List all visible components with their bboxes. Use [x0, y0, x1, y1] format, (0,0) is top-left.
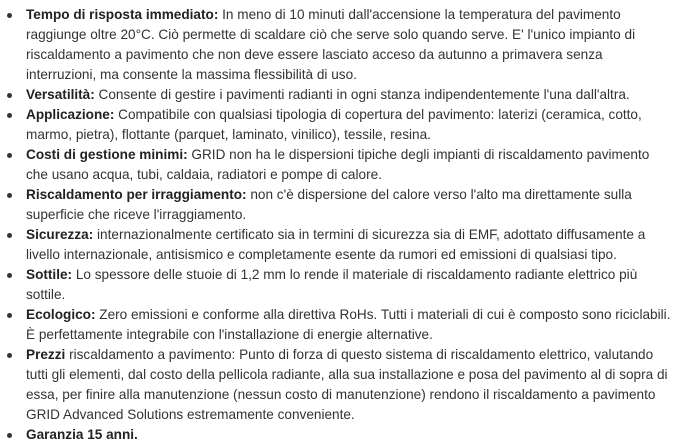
list-item-prezzi: [26, 345, 672, 425]
item-term: Ecologico:: [26, 307, 96, 322]
item-term: Prezzi: [26, 347, 66, 362]
item-text: riscaldamento a pavimento: Punto di forza di questo sistema di riscaldamento elettrico, valutando tutti gli elementi, dal costo della pellicola radiante, alla sua installazione e posa del pavimento al di sopra di essa, per finire alla manutenzione (nessun costo di manutenzione) rendono il riscaldamento a pavimento GRID Advanced Solutions estremamente conveniente.: [26, 347, 668, 422]
item-term: Costi di gestione minimi:: [26, 147, 188, 162]
list-item-tempo-risposta: [26, 5, 672, 85]
item-text: Lo spessore delle stuoie di 1,2 mm lo rende il materiale di riscaldamento radiante elettrico più sottile.: [26, 267, 638, 302]
item-term: Versatilità:: [26, 87, 95, 102]
item-term: Sicurezza:: [26, 227, 94, 242]
list-item-garanzia: [26, 425, 672, 445]
item-text: GRID non ha le dispersioni tipiche degli impianti di riscaldamento pavimento che usano acqua, tubi, caldaia, radiatori e pompe di calore.: [26, 147, 650, 182]
list-item-versatilita: [26, 85, 672, 105]
list-item-sicurezza: [26, 225, 672, 265]
item-term: Garanzia 15 anni.: [26, 427, 138, 442]
item-text: Zero emissioni e conforme alla direttiva RoHs. Tutti i materiali di cui è composto sono riciclabili. È perfettamente integrabile con l'installazione di energie alternative.: [26, 307, 671, 342]
item-text: internazionalmente certificato sia in termini di sicurezza sia di EMF, adottato diffusamente a livello internazionale, antisismico e completamente esente da rumori ed emissioni di qualsiasi tipo.: [26, 227, 646, 262]
list-item-ecologico: [26, 305, 672, 345]
item-term: Applicazione:: [26, 107, 115, 122]
item-term: Sottile:: [26, 267, 73, 282]
list-item-costi-gestione: [26, 145, 672, 185]
item-text: Compatibile con qualsiasi tipologia di copertura del pavimento: laterizi (ceramica, cotto, marmo, pietra), flottante (parquet, laminato, vinilico), tessile, resina.: [26, 107, 642, 142]
list-item-irraggiamento: [26, 185, 672, 225]
item-text: non c'è dispersione del calore verso l'alto ma direttamente sulla superficie che riceve l'irraggiamento.: [26, 187, 632, 222]
item-term: Riscaldamento per irraggiamento:: [26, 187, 247, 202]
list-item-applicazione: [26, 105, 672, 145]
item-term: Tempo di risposta immediato:: [26, 7, 219, 22]
item-text: In meno di 10 minuti dall'accensione la temperatura del pavimento raggiunge oltre 20°C. Ciò permette di scaldare ciò che serve solo quando serve. E' l'unico impianto di riscaldamento a pavimento che non deve essere lasciato acceso da autunno a primavera senza interruzioni, ma consente la massima flessibilità di uso.: [26, 7, 636, 82]
list-item-sottile: [26, 265, 672, 305]
item-text: Consente di gestire i pavimenti radianti in ogni stanza indipendentemente l'una dall'altra.: [94, 87, 630, 102]
